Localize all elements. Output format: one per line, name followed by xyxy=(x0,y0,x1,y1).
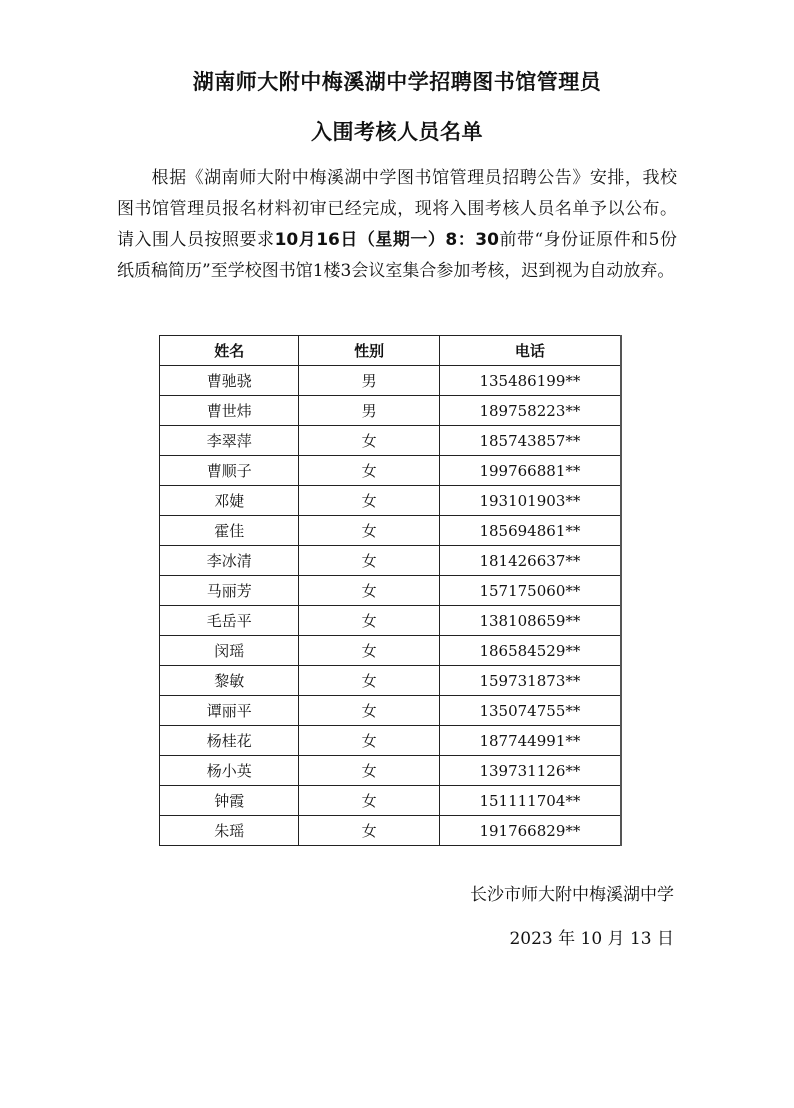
cell-phone: 193101903** xyxy=(439,486,621,516)
cell-phone: 181426637** xyxy=(439,546,621,576)
cell-gender: 女 xyxy=(299,486,439,516)
cell-name: 马丽芳 xyxy=(160,576,299,606)
notice-text-part2: 前带“身份证原件和5份纸质稿简历”至学校图书馆1楼3会议室集合参加考核，迟到视为自动放弃。 xyxy=(117,230,678,281)
table-row xyxy=(160,396,622,426)
table-row xyxy=(160,756,622,786)
cell-gender: 女 xyxy=(299,546,439,576)
candidate-table xyxy=(159,335,622,846)
notice-paragraph xyxy=(117,163,677,287)
table-row xyxy=(160,546,622,576)
cell-gender: 女 xyxy=(299,456,439,486)
cell-phone: 135486199** xyxy=(439,366,621,396)
cell-name: 杨桂花 xyxy=(160,726,299,756)
cell-phone: 157175060** xyxy=(439,576,621,606)
cell-phone: 186584529** xyxy=(439,636,621,666)
table-row xyxy=(160,696,622,726)
document-subtitle: 入围考核人员名单 xyxy=(311,120,483,144)
cell-name: 邓婕 xyxy=(160,486,299,516)
cell-name: 钟霞 xyxy=(160,786,299,816)
header-phone: 电话 xyxy=(439,336,621,366)
cell-gender: 女 xyxy=(299,786,439,816)
cell-gender: 男 xyxy=(299,396,439,426)
cell-name: 谭丽平 xyxy=(160,696,299,726)
cell-name: 闵瑶 xyxy=(160,636,299,666)
cell-gender: 女 xyxy=(299,816,439,846)
cell-phone: 138108659** xyxy=(439,606,621,636)
cell-gender: 女 xyxy=(299,606,439,636)
cell-name: 曹世炜 xyxy=(160,396,299,426)
cell-name: 朱瑶 xyxy=(160,816,299,846)
table-header-row xyxy=(160,336,622,366)
cell-name: 李翠萍 xyxy=(160,426,299,456)
table-row xyxy=(160,426,622,456)
signature-organization: 长沙市师大附中梅溪湖中学 xyxy=(470,885,674,905)
document-title: 湖南师大附中梅溪湖中学招聘图书馆管理员 xyxy=(192,70,602,94)
table-row xyxy=(160,606,622,636)
table-row xyxy=(160,816,622,846)
cell-phone: 139731126** xyxy=(439,756,621,786)
cell-gender: 女 xyxy=(299,756,439,786)
notice-time-bold: 10月16日（星期一）8：30 xyxy=(274,230,499,250)
cell-phone: 189758223** xyxy=(439,396,621,426)
cell-gender: 女 xyxy=(299,426,439,456)
signature-date: 2023 年 10 月 13 日 xyxy=(509,929,674,949)
cell-phone: 159731873** xyxy=(439,666,621,696)
cell-gender: 女 xyxy=(299,696,439,726)
cell-phone: 199766881** xyxy=(439,456,621,486)
cell-name: 霍佳 xyxy=(160,516,299,546)
cell-name: 杨小英 xyxy=(160,756,299,786)
cell-gender: 女 xyxy=(299,636,439,666)
table-row xyxy=(160,456,622,486)
table-row xyxy=(160,636,622,666)
cell-gender: 男 xyxy=(299,366,439,396)
cell-gender: 女 xyxy=(299,726,439,756)
cell-phone: 187744991** xyxy=(439,726,621,756)
cell-gender: 女 xyxy=(299,666,439,696)
cell-gender: 女 xyxy=(299,576,439,606)
cell-phone: 185743857** xyxy=(439,426,621,456)
table-row xyxy=(160,576,622,606)
table-row xyxy=(160,516,622,546)
header-name: 姓名 xyxy=(160,336,299,366)
cell-phone: 151111704** xyxy=(439,786,621,816)
cell-phone: 135074755** xyxy=(439,696,621,726)
cell-name: 曹驰骁 xyxy=(160,366,299,396)
table-row xyxy=(160,666,622,696)
cell-name: 曹顺子 xyxy=(160,456,299,486)
cell-gender: 女 xyxy=(299,516,439,546)
cell-phone: 185694861** xyxy=(439,516,621,546)
header-gender: 性别 xyxy=(299,336,439,366)
cell-phone: 191766829** xyxy=(439,816,621,846)
table-row xyxy=(160,486,622,516)
table-row xyxy=(160,786,622,816)
table-row xyxy=(160,366,622,396)
cell-name: 李冰清 xyxy=(160,546,299,576)
cell-name: 毛岳平 xyxy=(160,606,299,636)
cell-name: 黎敏 xyxy=(160,666,299,696)
notice-text-part1: 根据《湖南师大附中梅溪湖中学图书馆管理员招聘公告》安排，我校图书馆管理员报名材料初审已经完成，现将入围考核人员名单予以公布。请入围人员按照要求 xyxy=(117,168,677,250)
table-row xyxy=(160,726,622,756)
